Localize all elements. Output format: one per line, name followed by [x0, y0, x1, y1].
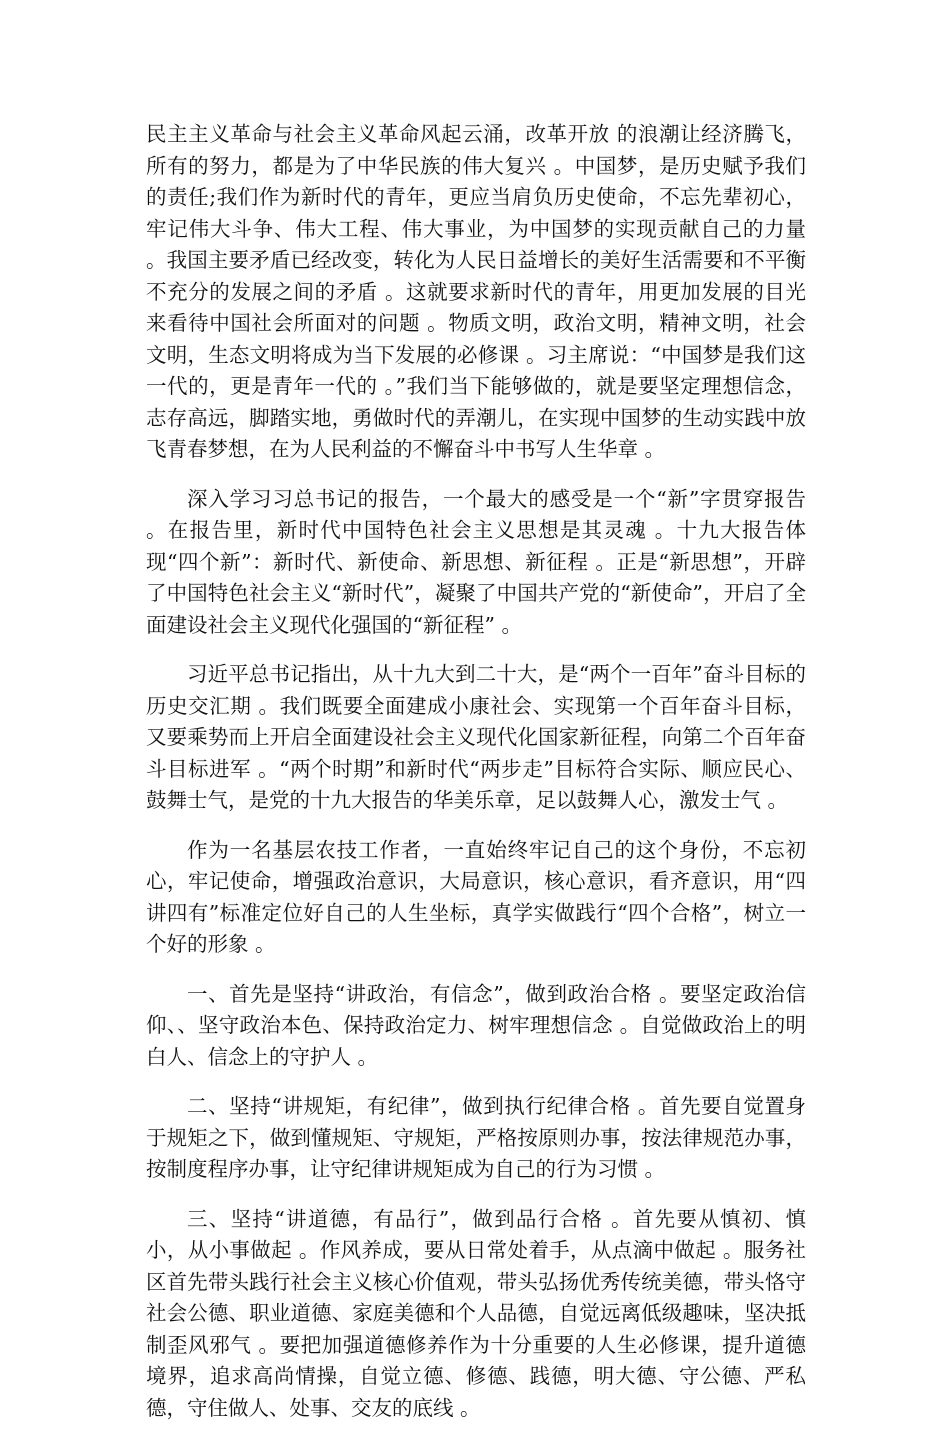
paragraph-rules-discipline: 二、坚持“讲规矩，有纪律”，做到执行纪律合格 。首先要自觉置身于规矩之下，做到懂规矩、守规矩，严格按原则办事，按法律规范办事，按制度程序办事，让守纪律讲规矩成为自己的行为习惯 。 — [146, 1094, 806, 1181]
paragraph-chinese-dream: 民主主义革命与社会主义革命风起云涌，改革开放 的浪潮让经济腾飞，所有的努力，都是为了中华民族的伟大复兴 。中国梦，是历史赋予我们的责任;我们作为新时代的青年，更应当肩负历史使命，不忘先辈初心，牢记伟大斗争、伟大工程、伟大事业，为中国梦的实现贡献自己的力量 。我国主要矛盾已经改变，转化为人民日益增长的美好生活需要和不平衡不充分的发展之间的矛盾 。这就要求新时代的青年，用更加发展的目光来看待中国社会所面对的问题 。物质文明，政治文明，精神文明，社会文明，生态文明将成为当下发展的必修课 。习主席说：“中国梦是我们这一代的，更是青年一代的 。”我们当下能够做的，就是要坚定理想信念，志存高远，脚踏实地，勇做时代的弄潮儿，在实现中国梦的生动实践中放飞青春梦想，在为人民利益的不懈奋斗中书写人生华章 。 — [146, 122, 806, 461]
paragraph-agricultural-worker: 作为一名基层农技工作者，一直始终牢记自己的这个身份，不忘初心，牢记使命，增强政治意识，大局意识，核心意识，看齐意识，用“四讲四有”标准定位好自己的人生坐标，真学实做践行“四个合格”，树立一个好的形象 。 — [146, 837, 806, 956]
document-page — [146, 119, 806, 1442]
paragraph-morality-conduct: 三、坚持“讲道德，有品行”，做到品行合格 。首先要从慎初、慎小，从小事做起 。作风养成，要从日常处着手，从点滴中做起 。服务社区首先带头践行社会主义核心价值观，带头弘扬优秀传统美德，带头恪守社会公德、职业道德、家庭美德和个人品德，自觉远离低级趣味，坚决抵制歪风邪气 。要把加强道德修养作为十分重要的人生必修课，提升道德境界，追求高尚情操，自觉立德、修德、践德，明大德、守公德、严私德，守住做人、处事、交友的底线 。 — [146, 1206, 806, 1420]
paragraph-new-era-report: 深入学习习总书记的报告，一个最大的感受是一个“新”字贯穿报告 。在报告里，新时代中国特色社会主义思想是其灵魂 。十九大报告体现“四个新”：新时代、新使命、新思想、新征程 。正是“新思想”，开辟了中国特色社会主义“新时代”，凝聚了中国共产党的“新使命”，开启了全面建设社会主义现代化强国的“新征程” 。 — [146, 486, 806, 637]
paragraph-two-centenary-goals: 习近平总书记指出，从十九大到二十大，是“两个一百年”奋斗目标的历史交汇期 。我们既要全面建成小康社会、实现第一个百年奋斗目标，又要乘势而上开启全面建设社会主义现代化国家新征程，向第二个百年奋斗目标进军 。“两个时期”和新时代“两步走”目标符合实际、顺应民心、鼓舞士气，是党的十九大报告的华美乐章，足以鼓舞人心，激发士气 。 — [146, 662, 806, 812]
paragraph-politics-belief: 一、首先是坚持“讲政治，有信念”，做到政治合格 。要坚定政治信仰、、坚守政治本色、保持政治定力、树牢理想信念 。自觉做政治上的明白人、信念上的守护人 。 — [146, 981, 806, 1069]
